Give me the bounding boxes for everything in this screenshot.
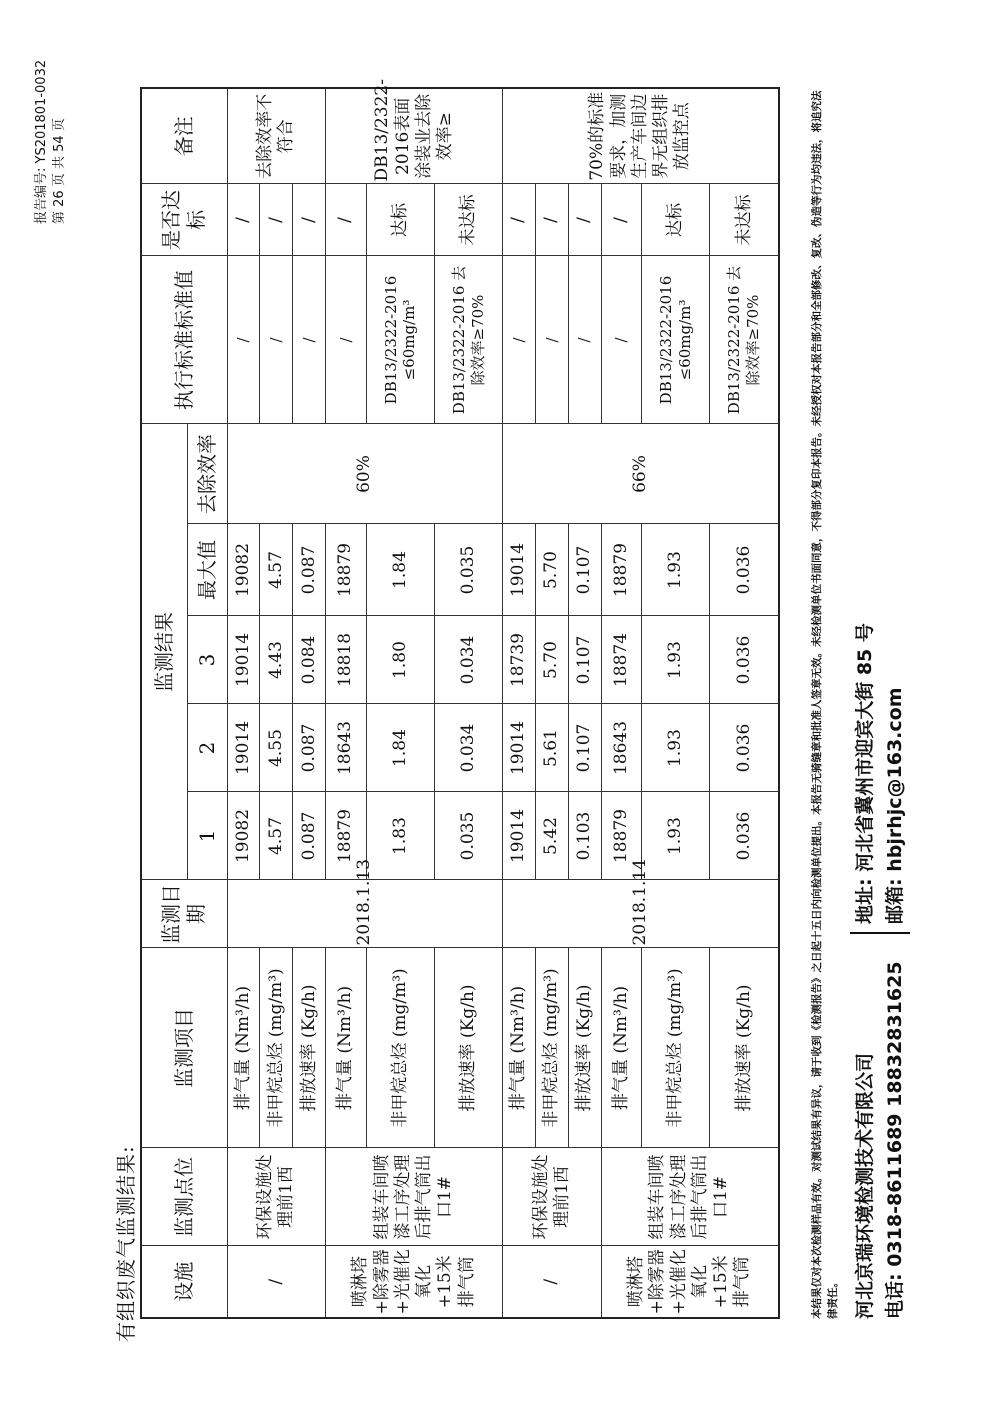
value-2: 18643: [326, 704, 367, 792]
value-2: 19014: [227, 704, 260, 792]
value-3: 0.036: [710, 616, 779, 704]
item-cell: 非甲烷总烃 (mg/m³): [366, 948, 434, 1148]
value-2: 0.107: [568, 704, 601, 792]
standard-cell: /: [568, 256, 601, 424]
value-3: 1.93: [642, 616, 710, 704]
value-max: 0.107: [568, 524, 601, 616]
standard-cell: DB13/2322-2016 去除效率≥70%: [710, 256, 779, 424]
facility-cell: 喷淋塔+除雾器+光催化氧化+15米排气筒: [326, 1246, 503, 1318]
item-cell: 排放速率 (Kg/h): [568, 948, 601, 1148]
standard-cell: /: [601, 256, 642, 424]
company-name: 河北京瑞环境检测技术有限公司: [854, 1052, 876, 1319]
value-3: 0.107: [568, 616, 601, 704]
value-2: 18643: [601, 704, 642, 792]
value-max: 1.84: [366, 524, 434, 616]
header-run-1: 1: [187, 792, 227, 880]
value-3: 0.084: [293, 616, 326, 704]
date-cell: 2018.1.13: [227, 880, 503, 948]
removal-cell: 60%: [227, 424, 503, 524]
remark-cell: 去除效率不符合: [227, 88, 326, 184]
value-1: 18879: [601, 792, 642, 880]
company-phone: 电话: 0318-8611689 18832831625: [884, 961, 906, 1319]
value-3: 19014: [227, 616, 260, 704]
header-date: 监测日期: [141, 880, 227, 948]
compliant-cell: /: [568, 184, 601, 256]
standard-cell: DB13/2322-2016 去除效率≥70%: [434, 256, 502, 424]
value-max: 18879: [326, 524, 367, 616]
value-1: 0.035: [434, 792, 502, 880]
page-info: 第 26 页 共 54 页: [52, 118, 67, 224]
standard-cell: /: [326, 256, 367, 424]
value-max: 19082: [227, 524, 260, 616]
item-cell: 排气量 (Nm³/h): [326, 948, 367, 1148]
table-row: [326, 88, 367, 1318]
compliant-cell: /: [535, 184, 568, 256]
compliant-cell: 未达标: [710, 184, 779, 256]
facility-cell: /: [503, 1246, 602, 1318]
footer-divider: [850, 932, 910, 934]
item-cell: 排放速率 (Kg/h): [434, 948, 502, 1148]
removal-cell: 66%: [503, 424, 779, 524]
compliant-cell: /: [227, 184, 260, 256]
section-title: 有组织废气监测结果:: [114, 1145, 138, 1342]
value-max: 5.70: [535, 524, 568, 616]
item-cell: 非甲烷总烃 (mg/m³): [260, 948, 293, 1148]
table-row: [642, 88, 710, 1318]
value-1: 0.087: [293, 792, 326, 880]
value-1: 19082: [227, 792, 260, 880]
date-cell: 2018.1.14: [503, 880, 779, 948]
header-removal: 去除效率: [187, 424, 227, 524]
value-1: 19014: [503, 792, 536, 880]
value-3: 18874: [601, 616, 642, 704]
value-max: 4.57: [260, 524, 293, 616]
value-max: 19014: [503, 524, 536, 616]
value-2: 0.087: [293, 704, 326, 792]
table-row: [293, 88, 326, 1318]
point-cell: 环保设施处理前1西: [503, 1148, 602, 1246]
footer-notice: 本结果仅对本次检测样品有效。对测试结果有异议，请于收到《检测报告》之日起十五日内向检测单位提出。本报告无骑缝章和批准人签章无效。未经检测单位书面同意，不得部分复印本报告。未经授权对本报告部分和全部修改、复改、伪造等行为均违法，将追究法律责任。: [811, 90, 839, 1319]
table-row: [503, 88, 536, 1318]
value-3: 4.43: [260, 616, 293, 704]
value-3: 5.70: [535, 616, 568, 704]
table-row: [260, 88, 293, 1318]
point-cell: 环保设施处理前1西: [227, 1148, 326, 1246]
value-2: 1.84: [366, 704, 434, 792]
standard-cell: /: [260, 256, 293, 424]
header-standard: 执行标准标准值: [141, 256, 227, 424]
value-1: 18879: [326, 792, 367, 880]
standard-cell: /: [227, 256, 260, 424]
standard-cell: /: [535, 256, 568, 424]
value-3: 18818: [326, 616, 367, 704]
table-row: [434, 88, 502, 1318]
header-run-3: 3: [187, 616, 227, 704]
compliant-cell: 未达标: [434, 184, 502, 256]
value-1: 4.57: [260, 792, 293, 880]
value-max: 0.035: [434, 524, 502, 616]
value-1: 0.036: [710, 792, 779, 880]
table-row: [710, 88, 779, 1318]
value-2: 4.55: [260, 704, 293, 792]
header-point: 监测点位: [141, 1148, 227, 1246]
compliant-cell: 达标: [642, 184, 710, 256]
compliant-cell: /: [293, 184, 326, 256]
item-cell: 排放速率 (Kg/h): [710, 948, 779, 1148]
header-run-2: 2: [187, 704, 227, 792]
item-cell: 非甲烷总烃 (mg/m³): [642, 948, 710, 1148]
value-2: 19014: [503, 704, 536, 792]
value-3: 0.034: [434, 616, 502, 704]
header-compliant: 是否达标: [141, 184, 227, 256]
table-row: [535, 88, 568, 1318]
value-1: 0.103: [568, 792, 601, 880]
value-3: 18739: [503, 616, 536, 704]
compliant-cell: /: [601, 184, 642, 256]
item-cell: 排气量 (Nm³/h): [227, 948, 260, 1148]
value-max: 1.93: [642, 524, 710, 616]
compliant-cell: /: [326, 184, 367, 256]
table-row: [601, 88, 642, 1318]
company-email: 邮箱: hbjrhjc@163.com: [884, 687, 906, 924]
value-max: 18879: [601, 524, 642, 616]
facility-cell: 喷淋塔+除雾器+光催化氧化+15米排气筒: [601, 1246, 779, 1318]
company-address: 地址: 河北省冀州市迎宾大街 85 号: [854, 623, 876, 924]
value-2: 0.036: [710, 704, 779, 792]
value-max: 0.087: [293, 524, 326, 616]
remark-cell: 70%的标准要求，加测生产车间边界无组织排放监控点: [503, 88, 779, 184]
compliant-cell: 达标: [366, 184, 434, 256]
standard-cell: /: [503, 256, 536, 424]
item-cell: 非甲烷总烃 (mg/m³): [535, 948, 568, 1148]
item-cell: 排气量 (Nm³/h): [503, 948, 536, 1148]
standard-cell: /: [293, 256, 326, 424]
value-2: 5.61: [535, 704, 568, 792]
standard-cell: DB13/2322-2016 ≤60mg/m³: [366, 256, 434, 424]
monitoring-results-table: [140, 79, 780, 1319]
header-facility: 设施: [141, 1246, 227, 1318]
header-max: 最大值: [187, 524, 227, 616]
header-remark: 备注: [141, 88, 227, 184]
item-cell: 排放速率 (Kg/h): [293, 948, 326, 1148]
table-row: [366, 88, 434, 1318]
point-cell: 组装车间喷漆工序处理后排气筒出口1#: [326, 1148, 503, 1246]
compliant-cell: /: [260, 184, 293, 256]
value-1: 1.83: [366, 792, 434, 880]
value-2: 0.034: [434, 704, 502, 792]
value-max: 0.036: [710, 524, 779, 616]
value-1: 5.42: [535, 792, 568, 880]
table-row: [227, 88, 260, 1318]
standard-cell: DB13/2322-2016 ≤60mg/m³: [642, 256, 710, 424]
header-results: 监测结果: [141, 424, 187, 880]
compliant-cell: /: [503, 184, 536, 256]
header-item: 监测项目: [141, 948, 227, 1148]
value-1: 1.93: [642, 792, 710, 880]
report-number: 报告编号: YS201801-0032: [34, 59, 49, 224]
remark-cell: DB13/2322-2016表面涂装业去除效率≥: [326, 88, 503, 184]
facility-cell: /: [227, 1246, 326, 1318]
value-3: 1.80: [366, 616, 434, 704]
value-2: 1.93: [642, 704, 710, 792]
item-cell: 排气量 (Nm³/h): [601, 948, 642, 1148]
table-row: [568, 88, 601, 1318]
point-cell: 组装车间喷漆工序处理后排气筒出口1#: [601, 1148, 779, 1246]
